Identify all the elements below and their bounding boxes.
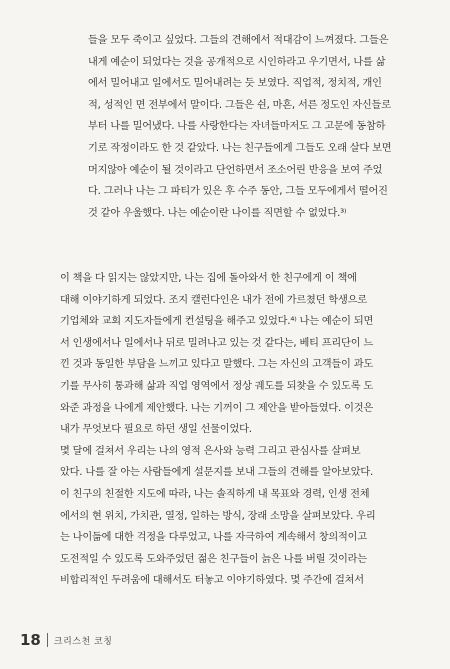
- body-line: 비합리적인 두려움에 대해서도 터놓고 이야기하였다. 몇 주간에 걸쳐서: [60, 575, 364, 587]
- quote-line: 적, 성적인 면 전부에서 말이다. 그들은 쉰, 마흔, 서른 정도인 자신들로: [88, 99, 391, 111]
- body-line: 대해 이야기하게 되었다. 조지 캘런다인은 내가 전에 가르쳤던 학생으로: [60, 294, 367, 306]
- body-line: 도전적일 수 있도록 도와주었던 젊은 친구들이 늙은 나를 버릴 것이라는: [60, 553, 367, 565]
- quote-line: 기로 작정이라도 한 것 같았다. 나는 친구들에게 그들도 오래 살다 보면: [88, 142, 392, 154]
- quote-line: 것 같아 우울했다. 나는 예순이란 나이를 직면할 수 없었다.³⁾: [88, 207, 347, 219]
- body-line: 기를 무사히 통과해 삶과 직업 영역에서 정상 궤도를 되찾을 수 있도록 도: [60, 380, 374, 392]
- quote-line: 내게 예순이 되었다는 것을 공개적으로 시인하라고 우기면서, 나를 삶: [88, 56, 386, 68]
- body-line: 기업체와 교회 지도자들에게 컨설팅을 해주고 있었다.⁴⁾ 나는 예순이 되면: [60, 316, 374, 328]
- body-line: 내가 무엇보다 필요로 하던 생일 선물이었다.: [60, 424, 252, 436]
- body-text: [60, 268, 418, 592]
- quote-line: 다. 그러나 나는 그 파티가 있은 후 수주 동안, 그들 모두에게서 떨어진: [88, 186, 388, 198]
- running-title: 크리스천 코칭: [53, 636, 113, 647]
- body-line: 았다. 나를 잘 아는 사람들에게 설문지를 보내 그들의 견해를 알아보았다.: [60, 467, 374, 479]
- body-line: 이 친구의 친절한 지도에 따라, 나는 솔직하게 내 목표와 경력, 인생 전체: [60, 488, 370, 500]
- body-line: 와준 과정을 나에게 제안했다. 나는 기꺼이 그 제안을 받아들였다. 이것은: [60, 402, 374, 414]
- quote-line: 에서 밀어내고 일에서도 밀어내려는 듯 보였다. 직업적, 정치적, 개인: [88, 78, 382, 90]
- block-quote: [88, 30, 418, 224]
- quote-line: 들을 모두 죽이고 싶었다. 그들의 견해에서 적대감이 느껴졌다. 그들은: [88, 35, 389, 46]
- quote-line: 머지않아 예순이 될 것이라고 단언하면서 조소어린 반응을 보여 주었: [88, 164, 383, 176]
- quote-line: 부터 나를 밀어냈다. 나를 사랑한다는 자녀들마저도 그 고문에 동참하: [88, 121, 386, 133]
- body-line: 에서의 현 위치, 가치관, 열정, 일하는 방식, 장래 소망을 살펴보았다. 우리: [60, 510, 376, 522]
- page-footer: [20, 631, 112, 649]
- body-line: 서 인생에서나 일에서나 뒤로 밀려나고 있는 것 같다는, 베티 프리단이 느: [60, 337, 374, 349]
- body-line: 는 나이듦에 대한 걱정을 다루었고, 나를 자극하여 계속해서 창의적이고: [60, 532, 367, 544]
- body-line: 낀 것과 동일한 부담을 느끼고 있다고 말했다. 그는 자신의 고객들이 과도: [60, 359, 374, 371]
- footer-divider: [47, 633, 48, 647]
- body-line: 몇 달에 걸쳐서 우리는 나의 영적 은사와 능력 그리고 관심사를 살펴보: [60, 445, 361, 457]
- body-line: 이 책을 다 읽지는 않았지만, 나는 집에 돌아와서 한 친구에게 이 책에: [60, 273, 357, 284]
- page-number: 18: [20, 631, 41, 649]
- paragraph-2: [60, 441, 418, 592]
- paragraph-1: [60, 268, 418, 441]
